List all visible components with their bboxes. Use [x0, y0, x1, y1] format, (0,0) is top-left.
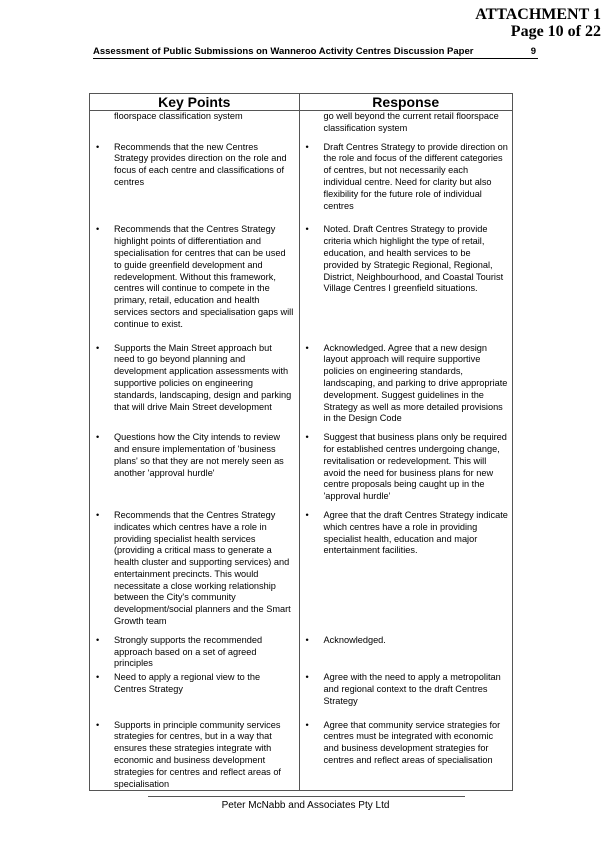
key-points-header: Key Points [90, 94, 300, 111]
table-row [90, 635, 513, 672]
response-item [300, 343, 512, 426]
response-text: Suggest that business plans only be required for established centres undergoing change, revitalisation or redevelopment. This will avoid the need for business plans for new centre proposals being caught up in the 'approval hurdle' [323, 432, 507, 502]
response-text: Agree that community service strategies for centres must be integrated with economic and business development strategies for centres and reflect areas of specialisation [323, 719, 501, 766]
key-point-item [90, 720, 299, 791]
key-point-text: Recommends that the Centres Strategy highlight points of differentiation and specialisation for centres that can be used to guide greenfield development and redevelopment. Without this framework, centres will continue to compete in the primary, retail, education and health services sectors and specialisation gaps will continue to exist. [114, 224, 294, 329]
bullet-icon: • [96, 224, 100, 235]
bullet-icon: • [96, 634, 100, 645]
key-point-item [90, 510, 299, 628]
attachment-header [475, 6, 601, 40]
response-text: Noted. Draft Centres Strategy to provide criteria which highlight the type of retail, education, and health services to be provided by Strategic Regional, Regional, District, Neighbourhood, and Coastal Tourist Village Centres I greenfield situations. [323, 224, 504, 294]
bullet-icon: • [305, 342, 309, 353]
bullet-icon: • [96, 509, 100, 520]
table-row [90, 672, 513, 719]
continuation-row [90, 111, 513, 142]
key-point-item [90, 635, 299, 670]
bullet-icon: • [96, 672, 100, 683]
response-text: Draft Centres Strategy to provide direction on the role and focus of the different categories of centres, but not necessarily each individual centre. Need for clarity but also flexibility for the future role of individual centres [323, 141, 508, 211]
key-point-text: Recommends that the new Centres Strategy provides direction on the role and focus of each centre and classifications of centres [114, 141, 287, 187]
submissions-table [89, 93, 513, 791]
table-header-row [90, 94, 513, 111]
bullet-icon: • [96, 432, 100, 443]
table-row [90, 720, 513, 791]
bullet-icon: • [305, 719, 309, 730]
bullet-icon: • [96, 141, 100, 152]
attachment-label: ATTACHMENT 1 [475, 6, 601, 23]
subtitle-text: Assessment of Public Submissions on Wanneroo Activity Centres Discussion Paper [93, 46, 474, 57]
response-text: Acknowledged. Agree that a new design layout approach will require supportive policies on engineering standards, landscaping, and parking to drive appropriate development. Suggest guidelines in the Strategy as well as more detailed provisions in the Design Code [323, 342, 508, 424]
response-item [300, 224, 512, 295]
key-point-item [90, 672, 299, 696]
footer-text: Peter McNabb and Associates Pty Ltd [221, 800, 390, 811]
key-point-text: Questions how the City intends to review and ensure implementation of 'business plans' so that they are not merely seen as another 'approval hurdle' [114, 432, 284, 478]
response-text: Acknowledged. [323, 634, 386, 645]
bullet-icon: • [305, 224, 309, 235]
key-point-item [90, 343, 299, 414]
bullet-icon: • [96, 342, 100, 353]
response-item [300, 720, 512, 767]
bullet-icon: • [305, 432, 309, 443]
key-point-continuation: floorspace classification system [114, 111, 243, 121]
key-point-text: Supports the Main Street approach but need to go beyond planning and development application assessments with supportive policies on engineering standards, landscaping, design and parking that will drive Main Street development [114, 342, 292, 412]
bullet-icon: • [305, 141, 309, 152]
key-point-item [90, 224, 299, 330]
response-item [300, 672, 512, 707]
table-row [90, 343, 513, 433]
bullet-icon: • [305, 672, 309, 683]
key-point-text: Supports in principle community services strategies for centres, but in a way that ensures these strategies integrate with economic and business development strategies for centres and reflect areas of specialisation [114, 719, 281, 789]
table-row [90, 510, 513, 635]
key-point-text: Need to apply a regional view to the Centres Strategy [114, 672, 261, 695]
response-continuation: go well beyond the current retail floorspace classification system [323, 111, 499, 133]
page-indicator: Page 10 of 22 [510, 23, 601, 40]
footer-divider [148, 796, 465, 797]
bullet-icon: • [96, 719, 100, 730]
response-item [300, 142, 512, 213]
page-number: 9 [530, 46, 536, 57]
response-header: Response [299, 94, 512, 111]
response-text: Agree with the need to apply a metropolitan and regional context to the draft Centres Strategy [323, 672, 501, 706]
response-item [300, 432, 512, 503]
response-item [300, 510, 512, 557]
key-point-item [90, 142, 299, 189]
table-row [90, 224, 513, 342]
bullet-icon: • [305, 509, 309, 520]
key-point-text: Recommends that the Centres Strategy indicates which centres have a role in providing specialist health services (providing a critical mass to generate a health cluster and supporting services) and entertainment precincts. This would necessitate a close working relationship between the City's community development/social planners and the Smart Growth team [114, 509, 291, 627]
response-text: Agree that the draft Centres Strategy indicate which centres have a role in providing specialist health, education and major entertainment facilities. [323, 509, 508, 556]
bullet-icon: • [305, 634, 309, 645]
table-body [90, 111, 513, 791]
key-point-text: Strongly supports the recommended approach based on a set of agreed principles [114, 634, 263, 669]
table-row [90, 142, 513, 225]
document-subtitle [93, 46, 538, 59]
response-item [300, 635, 512, 647]
table-row [90, 432, 513, 510]
key-point-item [90, 432, 299, 479]
